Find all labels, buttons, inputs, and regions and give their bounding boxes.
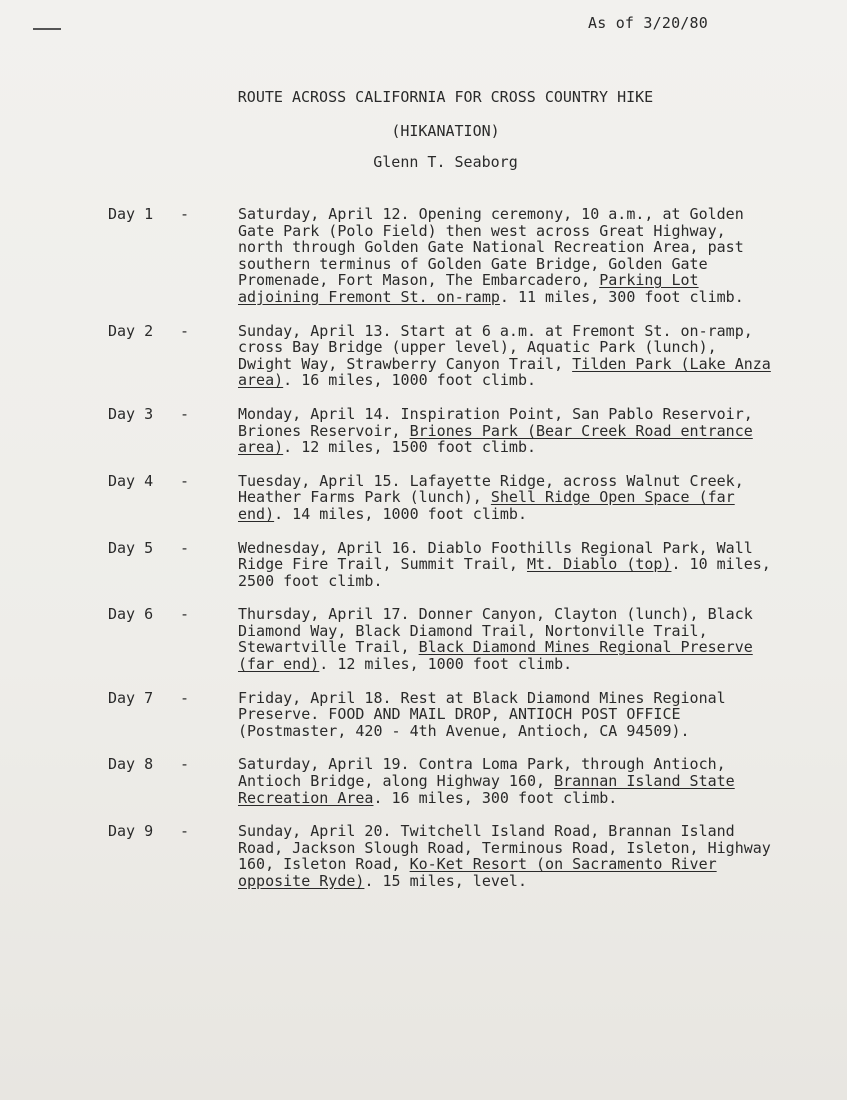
day-label: Day 3 bbox=[108, 404, 154, 423]
day-text: Monday, April 14. Inspiration Point, San Pablo Reservoir, Briones Reservoir, bbox=[238, 404, 753, 440]
day-description bbox=[238, 540, 778, 590]
itinerary-day bbox=[108, 756, 808, 806]
day-text: Saturday, April 19. Contra Loma Park, through Antioch, Antioch Bridge, along Highway 160, bbox=[238, 755, 726, 791]
date-note: As of 3/20/80 bbox=[588, 14, 708, 32]
itinerary-day bbox=[108, 473, 808, 523]
day-stats: . 10 miles, 2500 foot climb. bbox=[238, 555, 771, 590]
day-destination: Tilden Park (Lake Anza area) bbox=[238, 354, 771, 390]
day-text: Sunday, April 13. Start at 6 a.m. at Fremont St. on-ramp, cross Bay Bridge (upper level), Aquatic Park (lunch), Dwight Way, Strawberry Canyon Trail, bbox=[238, 321, 753, 373]
day-dash: - bbox=[180, 822, 190, 841]
day-label: Day 8 bbox=[108, 755, 154, 774]
day-description bbox=[238, 690, 778, 740]
itinerary-day bbox=[108, 540, 808, 590]
itinerary-day bbox=[108, 606, 808, 672]
day-dash: - bbox=[180, 404, 190, 423]
day-dash: - bbox=[180, 538, 190, 557]
day-dash: - bbox=[180, 605, 190, 624]
document-author: Glenn T. Seaborg bbox=[373, 153, 518, 171]
day-description bbox=[238, 206, 778, 306]
day-label: Day 9 bbox=[108, 822, 154, 841]
itinerary-day bbox=[108, 406, 808, 456]
day-description bbox=[238, 823, 778, 889]
day-destination: Mt. Diablo (top) bbox=[526, 555, 672, 574]
day-text: Friday, April 18. Rest at Black Diamond Mines Regional Preserve. FOOD AND MAIL DROP, ANTIOCH POST OFFICE (Postmaster, 420 - 4th Avenue, Antioch, CA 94509). bbox=[238, 688, 726, 740]
day-text: Saturday, April 12. Opening ceremony, 10 a.m., at Golden Gate Park (Polo Field) then west across Great Highway, north through Golden Gate National Recreation Area, past southern terminus of Golden Gate Bridge, Golden Gate Promenade, Fort Mason, The Embarcadero, bbox=[238, 205, 744, 290]
day-stats: . 15 miles, level. bbox=[364, 872, 527, 890]
day-destination: Black Diamond Mines Regional Preserve (far end) bbox=[238, 638, 753, 674]
day-stats: . 11 miles, 300 foot climb. bbox=[499, 287, 744, 306]
day-stats: . 16 miles, 300 foot climb. bbox=[373, 788, 618, 807]
day-stats: . 16 miles, 1000 foot climb. bbox=[283, 371, 537, 390]
day-destination: Parking Lot adjoining Fremont St. on-ramp bbox=[238, 271, 699, 306]
day-dash: - bbox=[180, 471, 190, 490]
itinerary-day bbox=[108, 823, 808, 889]
day-destination: Ko-Ket Resort (on Sacramento River opposite Ryde) bbox=[238, 855, 717, 890]
day-text: Tuesday, April 15. Lafayette Ridge, across Walnut Creek, Heather Farms Park (lunch), bbox=[238, 471, 744, 507]
day-text: Wednesday, April 16. Diablo Foothills Regional Park, Wall Ridge Fire Trail, Summit Trail, bbox=[238, 538, 753, 574]
itinerary-day bbox=[108, 323, 808, 389]
day-description bbox=[238, 606, 778, 672]
itinerary-day bbox=[108, 690, 808, 740]
day-description bbox=[238, 323, 778, 389]
day-dash: - bbox=[180, 205, 190, 223]
itinerary-day bbox=[108, 206, 808, 306]
edge-mark bbox=[33, 28, 61, 30]
day-dash: - bbox=[180, 321, 190, 340]
day-dash: - bbox=[180, 688, 190, 707]
day-description bbox=[238, 473, 778, 523]
day-dash: - bbox=[180, 755, 190, 774]
day-description bbox=[238, 406, 778, 456]
day-destination: Shell Ridge Open Space (far end) bbox=[238, 488, 735, 523]
day-description bbox=[238, 756, 778, 806]
day-stats: . 14 miles, 1000 foot climb. bbox=[274, 504, 527, 523]
day-stats: . 12 miles, 1000 foot climb. bbox=[319, 655, 573, 674]
day-label: Day 7 bbox=[108, 688, 154, 707]
day-text: Sunday, April 20. Twitchell Island Road, Brannan Island Road, Jackson Slough Road, Terminous Road, Isleton, Highway 160, Isleton Road, bbox=[238, 822, 771, 874]
day-destination: Briones Park (Bear Creek Road entrance area) bbox=[238, 421, 753, 457]
document-title: ROUTE ACROSS CALIFORNIA FOR CROSS COUNTRY HIKE bbox=[237, 88, 654, 106]
document-subtitle: (HIKANATION) bbox=[391, 122, 500, 140]
day-stats: . 12 miles, 1500 foot climb. bbox=[283, 438, 537, 457]
itinerary-list bbox=[108, 206, 808, 907]
day-label: Day 1 bbox=[108, 205, 154, 223]
day-label: Day 2 bbox=[108, 321, 154, 340]
day-label: Day 4 bbox=[108, 471, 154, 490]
day-label: Day 6 bbox=[108, 605, 154, 624]
day-destination: Brannan Island State Recreation Area bbox=[238, 772, 735, 807]
day-label: Day 5 bbox=[108, 538, 154, 557]
day-text: Thursday, April 17. Donner Canyon, Clayton (lunch), Black Diamond Way, Black Diamond Trail, Nortonville Trail, Stewartville Trail, bbox=[238, 605, 753, 657]
